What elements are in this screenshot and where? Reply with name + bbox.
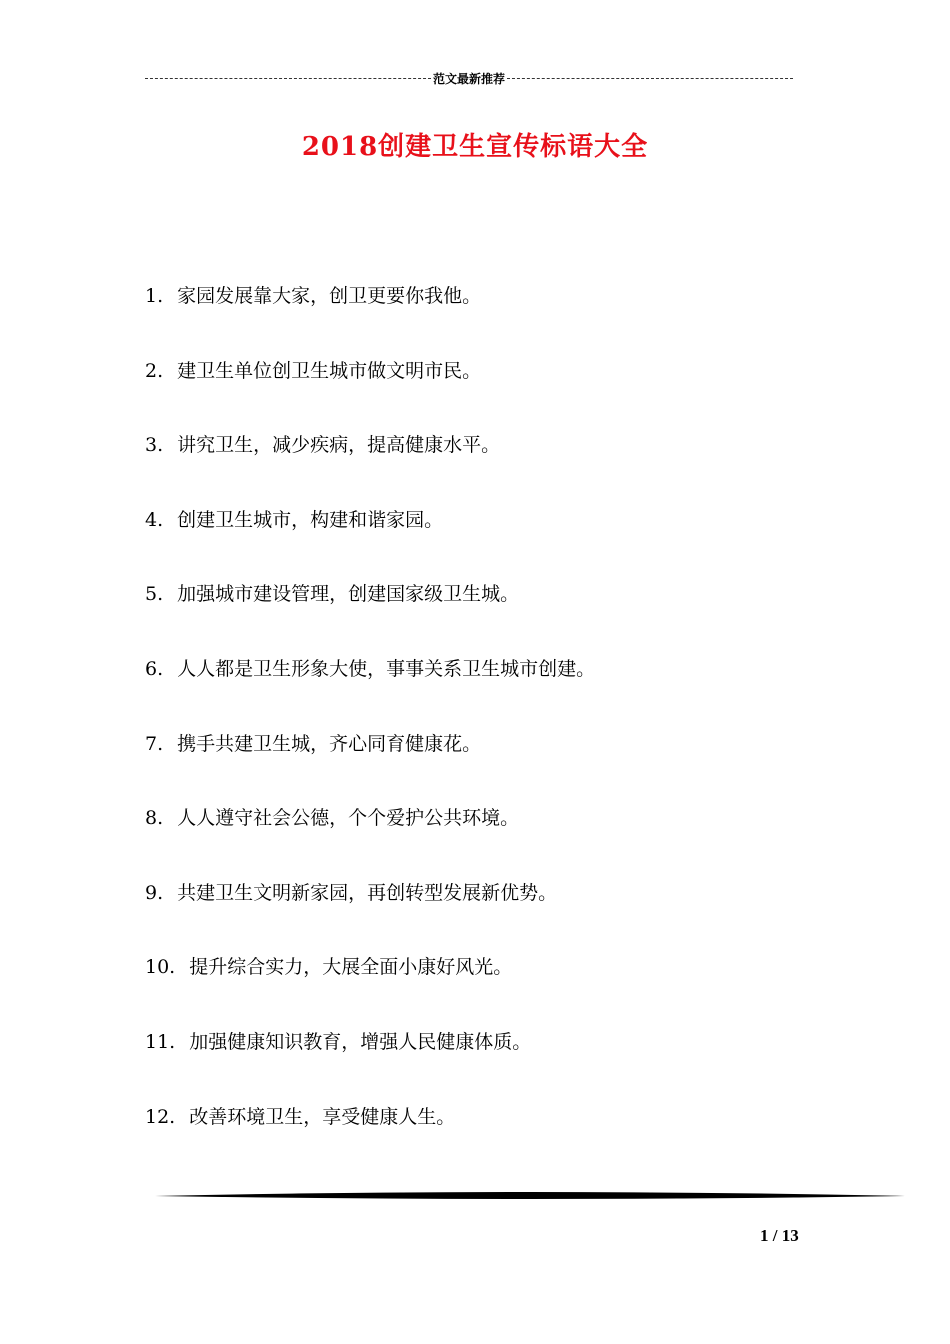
list-item-text: 改善环境卫生，享受健康人生。 [189,1105,456,1128]
list-item-text: 家园发展靠大家，创卫更要你我他。 [177,285,482,307]
list-item-number: 7. [145,732,164,755]
slogan-list [145,280,845,1175]
header-label: 范文最新推荐 [433,71,506,86]
page-header [145,68,793,88]
list-item [145,280,845,355]
list-item-number: 5. [145,583,164,606]
list-item [145,1026,845,1101]
list-item-text: 携手共建卫生城，齐心同育健康花。 [177,732,482,755]
list-item [145,802,845,877]
list-item [145,504,845,579]
list-item-text: 共建卫生文明新家园，再创转型发展新优势。 [177,881,558,904]
list-item-number: 2. [145,359,164,382]
page-indicator: 1 / 13 [760,1226,799,1245]
list-item-number: 6. [145,657,164,680]
list-item [145,1101,845,1176]
list-item-number: 1. [145,285,164,307]
list-item [145,653,845,728]
list-item-text: 提升综合实力，大展全面小康好风光。 [189,956,513,979]
list-item [145,951,845,1026]
list-item-text: 人人都是卫生形象大使，事事关系卫生城市创建。 [177,657,596,680]
footer-divider [155,1189,905,1203]
list-item-number: 10. [145,956,176,979]
list-item-text: 加强城市建设管理，创建国家级卫生城。 [177,583,520,606]
header-dash-left [145,78,431,79]
list-item-number: 9. [145,881,164,904]
list-item-text: 人人遵守社会公德，个个爱护公共环境。 [177,807,520,830]
list-item [145,877,845,952]
list-item-number: 8. [145,807,164,830]
list-item-text: 讲究卫生，减少疾病，提高健康水平。 [177,434,501,457]
list-item-number: 12. [145,1105,176,1128]
list-item-text: 创建卫生城市，构建和谐家园。 [177,508,444,531]
list-item [145,429,845,504]
list-item [145,578,845,653]
header-dash-right [507,78,793,79]
list-item-text: 加强健康知识教育，增强人民健康体质。 [189,1030,532,1053]
list-item [145,728,845,803]
document-title: 2018创建卫生宣传标语大全 [301,132,649,162]
list-item-number: 4. [145,508,164,531]
list-item [145,355,845,430]
list-item-number: 3. [145,434,164,457]
list-item-text: 建卫生单位创卫生城市做文明市民。 [177,359,482,382]
list-item-number: 11. [145,1030,176,1053]
